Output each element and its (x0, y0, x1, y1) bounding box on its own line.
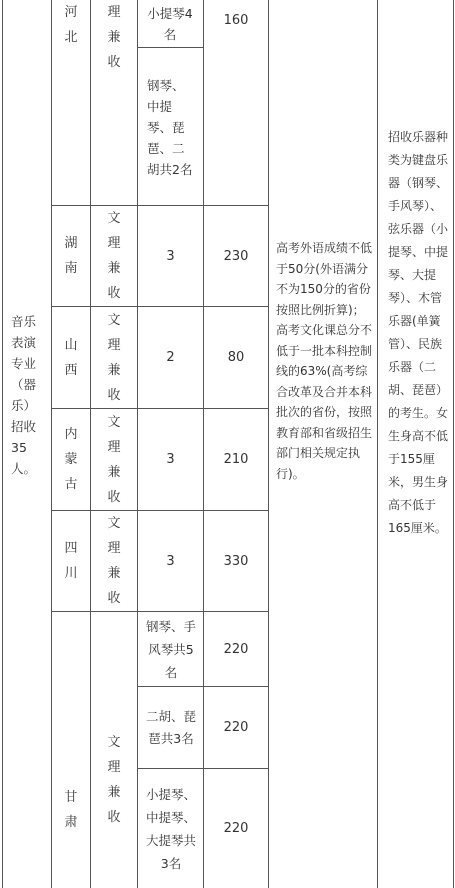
grid-line (377, 0, 378, 888)
province-text: 河北 (64, 5, 78, 45)
plan-cell (138, 307, 203, 408)
score-cell (204, 0, 268, 47)
instrument-cell (387, 126, 449, 686)
province-text: 四川 (64, 541, 78, 581)
category-cell (91, 206, 137, 306)
plan-text: 3 (166, 248, 175, 264)
score-text: 210 (223, 452, 249, 467)
category-text: 文理兼收 (107, 211, 121, 301)
score-text: 220 (223, 641, 249, 657)
plan-text: 二胡、琵琶共3名 (145, 708, 196, 746)
category-cell (91, 409, 137, 510)
major-cell (10, 295, 46, 495)
grid-line (137, 47, 204, 48)
province-text: 甘肃 (64, 790, 78, 830)
plan-text: 钢琴、手风琴共5名 (145, 618, 196, 680)
score-cell (204, 769, 268, 888)
score-cell (204, 409, 268, 510)
province-cell (52, 409, 90, 510)
category-cell (91, 511, 137, 611)
category-cell (91, 612, 137, 888)
requirement-text: 高考外语成绩不低于50分(外语满分不为150分的省份按照比例折算)；高考文化课总分不低于一批本科控制线的63%(高考综合改革及合并本科批次的省份，按照教育部和省级招生部门相关规定执行)。 (276, 241, 373, 481)
province-cell (52, 206, 90, 306)
plan-cell (140, 0, 200, 47)
province-cell (56, 0, 86, 70)
plan-text: 钢琴、中提琴、琵琶、二胡共2名 (147, 77, 193, 177)
category-cell (91, 307, 137, 408)
province-text: 山西 (64, 337, 78, 378)
score-cell (204, 206, 268, 306)
plan-text: 2 (166, 350, 175, 365)
plan-cell (141, 612, 201, 686)
plan-cell (141, 687, 201, 768)
score-cell (204, 612, 268, 686)
major-text: 音乐表演专业（器乐）招收35人。 (11, 314, 37, 476)
score-text: 160 (223, 13, 249, 28)
province-text: 内蒙古 (64, 427, 78, 492)
grid-line (268, 0, 269, 888)
category-cell (104, 0, 124, 80)
plan-cell (141, 769, 201, 888)
grid-line (453, 0, 454, 888)
score-text: 220 (223, 821, 249, 836)
score-text: 220 (223, 720, 249, 735)
category-text: 文理兼收 (107, 735, 121, 825)
province-cell (52, 307, 90, 408)
category-text: 理兼收 (107, 5, 121, 70)
plan-text: 3 (166, 553, 175, 569)
score-cell (204, 511, 268, 611)
plan-cell (138, 206, 203, 306)
category-text: 文理兼收 (107, 414, 121, 505)
plan-text: 小提琴4名 (147, 5, 193, 42)
plan-cell (138, 409, 203, 510)
score-cell (204, 307, 268, 408)
score-text: 230 (223, 248, 249, 264)
requirement-cell (275, 238, 373, 548)
plan-text: 3 (166, 452, 175, 467)
score-cell (204, 687, 268, 768)
category-text: 文理兼收 (107, 312, 121, 403)
score-text: 80 (227, 350, 245, 365)
plan-cell (143, 52, 199, 202)
grid-line (2, 0, 3, 888)
plan-text: 小提琴、中提琴、大提琴共3名 (146, 786, 197, 871)
province-cell (52, 612, 90, 888)
category-text: 文理兼收 (107, 516, 121, 606)
score-text: 330 (223, 553, 249, 569)
instrument-text: 招收乐器种类为键盘乐器（钢琴、手风琴）、弦乐器（小提琴、中提琴、大提琴）、木管乐器(单簧管）、民族乐器（二胡、琵琶）的考生。女生身高不低于155厘米，男生身高不低于165厘米。 (388, 130, 449, 535)
province-cell (52, 511, 90, 611)
plan-cell (138, 511, 203, 611)
province-text: 湖南 (64, 236, 78, 276)
